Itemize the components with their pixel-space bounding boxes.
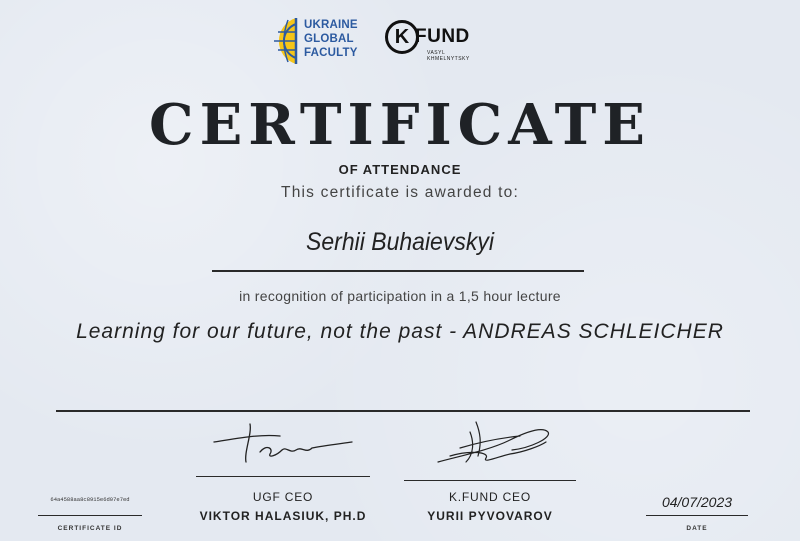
kfund-word: FUND <box>415 26 470 47</box>
ugf-logo <box>270 14 370 70</box>
certificate-id-line <box>38 515 142 516</box>
ugf-line-3: FACULTY <box>304 47 358 59</box>
signature-ugf-ceo <box>210 418 360 468</box>
ugf-logo-text <box>304 18 358 60</box>
date-label: DATE <box>686 525 708 532</box>
signature-kfund-ceo <box>430 412 560 474</box>
signature-line-2 <box>404 480 576 481</box>
signature-line-1 <box>196 476 370 477</box>
signatory-1-name: VIKTOR HALASIUK, PH.D <box>199 509 367 523</box>
certificate-id-label: CERTIFICATE ID <box>57 525 123 532</box>
kfund-mark: K <box>385 20 419 54</box>
signatory-2-name: YURII PYVOVAROV <box>427 509 553 523</box>
kfund-sub-line-2: KHMELNYTSKY <box>427 56 470 62</box>
date-value: 04/07/2023 <box>661 494 733 510</box>
signatory-1-role: UGF CEO <box>252 490 314 504</box>
kfund-logo <box>385 20 510 62</box>
signatory-2-role: K.FUND CEO <box>448 490 531 504</box>
lecture-title: Learning for our future, not the past - ANDREAS SCHLEICHER <box>76 320 724 343</box>
ugf-line-2: GLOBAL <box>304 33 354 45</box>
date-line <box>646 515 748 516</box>
ugf-line-1: UKRAINE <box>304 19 358 31</box>
kfund-sub-line-1: VASYL <box>427 50 446 56</box>
recipient-underline <box>212 270 584 272</box>
recognition-text: in recognition of participation in a 1,5 hour lecture <box>239 288 561 304</box>
certificate-title: CERTIFICATE <box>149 92 651 158</box>
divider-line <box>56 410 750 412</box>
recipient-name: Serhii Buhaievskyi <box>306 228 494 256</box>
ugf-globe-icon <box>270 14 300 68</box>
certificate-subtitle: OF ATTENDANCE <box>338 162 462 177</box>
awarded-text: This certificate is awarded to: <box>281 184 519 201</box>
kfund-subtitle <box>427 50 470 62</box>
certificate-id-value: 64a4588aa8c8915e6d07e7ed <box>50 496 130 503</box>
